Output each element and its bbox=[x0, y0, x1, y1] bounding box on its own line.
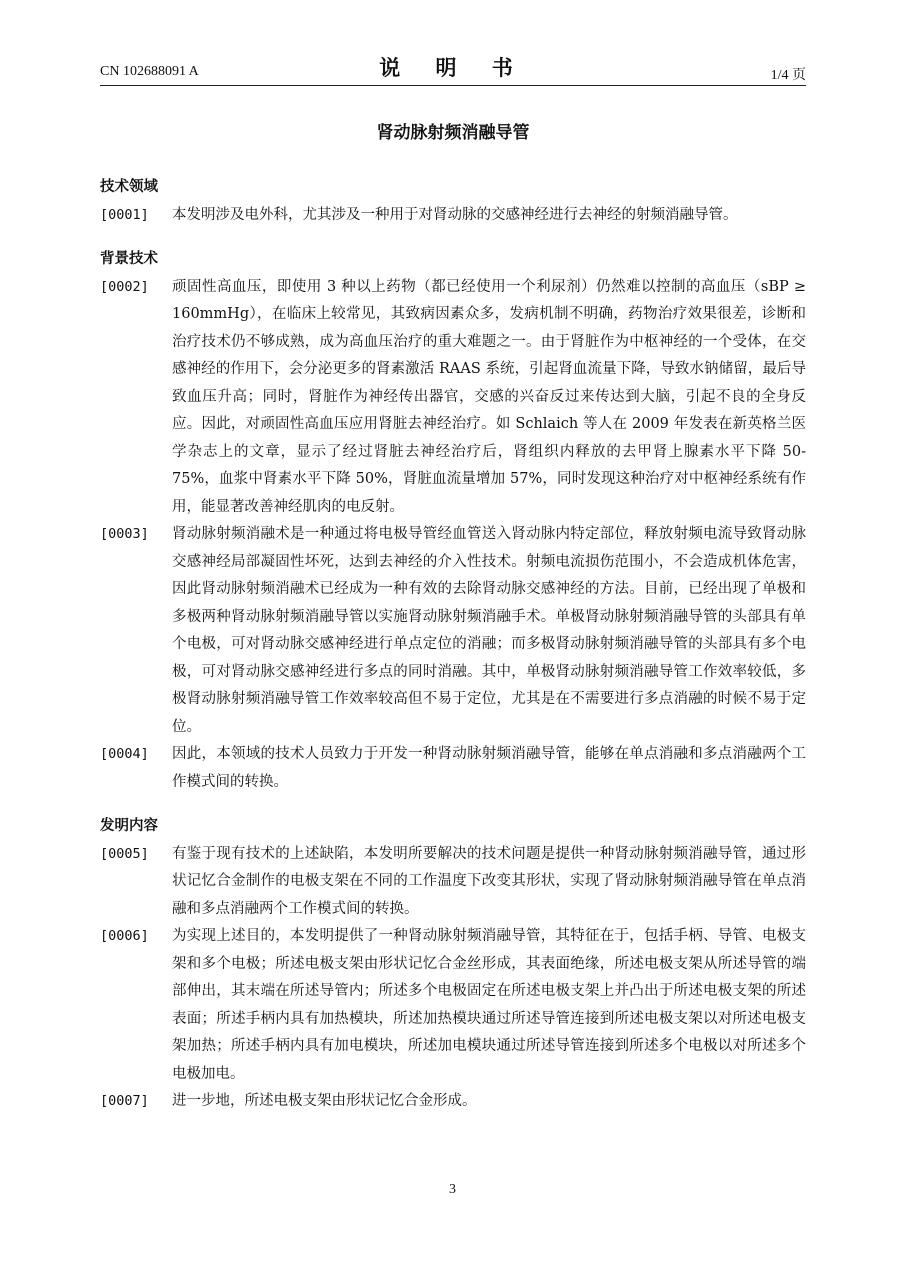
section-heading: 技术领域 bbox=[100, 179, 158, 195]
paragraph bbox=[100, 923, 806, 1088]
paragraph-text: 有鉴于现有技术的上述缺陷，本发明所要解决的技术问题是提供一种肾动脉射频消融导管，通过形状记忆合金制作的电极支架在不同的工作温度下改变其形状，实现了肾动脉射频消融导管在单点消融和多点消融两个工作模式间的转换。 bbox=[172, 845, 806, 917]
paragraph bbox=[100, 741, 806, 796]
paragraph bbox=[100, 841, 806, 924]
paragraph-number: [0006] bbox=[100, 928, 149, 944]
paragraph-number: [0005] bbox=[100, 845, 149, 862]
paragraph bbox=[100, 1088, 806, 1116]
invention-title: 肾动脉射频消融导管 bbox=[376, 123, 530, 143]
paragraph-text: 肾动脉射频消融术是一种通过将电极导管经血管送入肾动脉内特定部位，释放射频电流导致肾动脉交感神经局部凝固性坏死，达到去神经的介入性技术。射频电流损伤范围小，不会造成机体危害，因此肾动脉射频消融术已经成为一种有效的去除肾动脉交感神经的方法。目前，已经出现了单极和多极两种肾动脉射频消融导管以实施肾动脉射频消融手术。单极肾动脉射频消融导管的头部具有单个电极，可对肾动脉交感神经进行单点定位的消融；而多极肾动脉射频消融导管的头部具有多个电极，可对肾动脉交感神经进行多点的同时消融。其中，单极肾动脉射频消融导管工作效率较低，多极肾动脉射频消融导管工作效率较高但不易于定位，尤其是在不需要进行多点消融的时候不易于定位。 bbox=[172, 526, 806, 735]
paragraph bbox=[100, 202, 806, 230]
document-body bbox=[100, 174, 806, 1133]
section-technical-field bbox=[100, 174, 806, 229]
paragraph-number: [0007] bbox=[100, 1093, 149, 1109]
paragraph bbox=[100, 521, 806, 741]
paragraph-number: [0001] bbox=[100, 206, 149, 223]
page-header bbox=[100, 50, 806, 84]
section-heading: 发明内容 bbox=[100, 818, 158, 834]
section-heading: 背景技术 bbox=[100, 251, 158, 267]
section-summary bbox=[100, 813, 806, 1116]
paragraph-text: 因此，本领域的技术人员致力于开发一种肾动脉射频消融导管，能够在单点消融和多点消融两个工作模式间的转换。 bbox=[172, 746, 806, 790]
paragraph-text: 顽固性高血压，即使用 3 种以上药物（都已经使用一个利尿剂）仍然难以控制的高血压（sBP ≥ 160mmHg），在临床上较常见，其致病因素众多，发病机制不明确，药物治疗效果很差，诊断和治疗技术仍不够成熟，成为高血压治疗的重大难题之一。由于肾脏作为中枢神经的一个受体，在交感神经的作用下，会分泌更多的肾素激活 RAAS 系统，引起肾血流量下降，导致水钠储留，最后导致血压升高；同时，肾脏作为神经传出器官，交感的兴奋反过来传达到大脑，引起不良的全身反应。因此，对顽固性高血压应用肾脏去神经治疗。如 Schlaich 等人在 2009 年发表在新英格兰医学杂志上的文章，显示了经过肾脏去神经治疗后，肾组织内释放的去甲肾上腺素水平下降 50-75%，血浆中肾素水平下降 50%，肾脏血流量增加 57%，同时发现这种治疗对中枢神经系统有作用，能显著改善神经肌肉的电反射。 bbox=[172, 278, 806, 515]
paragraph-number: [0004] bbox=[100, 746, 149, 762]
paragraph-text: 本发明涉及电外科，尤其涉及一种用于对肾动脉的交感神经进行去神经的射频消融导管。 bbox=[172, 206, 738, 223]
paragraph bbox=[100, 274, 806, 522]
section-background bbox=[100, 246, 806, 796]
paragraph-number: [0003] bbox=[100, 526, 149, 542]
header-rule bbox=[100, 85, 806, 86]
page-number: 3 bbox=[449, 1182, 456, 1197]
paragraph-text: 为实现上述目的，本发明提供了一种肾动脉射频消融导管，其特征在于，包括手柄、导管、电极支架和多个电极；所述电极支架由形状记忆合金丝形成，其表面绝缘，所述电极支架从所述导管的端部伸出，其末端在所述导管内；所述多个电极固定在所述电极支架上并凸出于所述电极支架的所述表面；所述手柄内具有加热模块，所述加热模块通过所述导管连接到所述电极支架以对所述电极支架加热；所述手柄内具有加电模块，所述加电模块通过所述导管连接到所述多个电极以对所述多个电极加电。 bbox=[172, 928, 806, 1082]
paragraph-number: [0002] bbox=[100, 278, 149, 295]
paragraph-text: 进一步地，所述电极支架由形状记忆合金形成。 bbox=[172, 1093, 477, 1109]
page-indicator: 1/4 页 bbox=[770, 68, 806, 83]
document-type-title: 说 明 书 bbox=[379, 56, 527, 80]
publication-number: CN 102688091 A bbox=[100, 64, 199, 79]
